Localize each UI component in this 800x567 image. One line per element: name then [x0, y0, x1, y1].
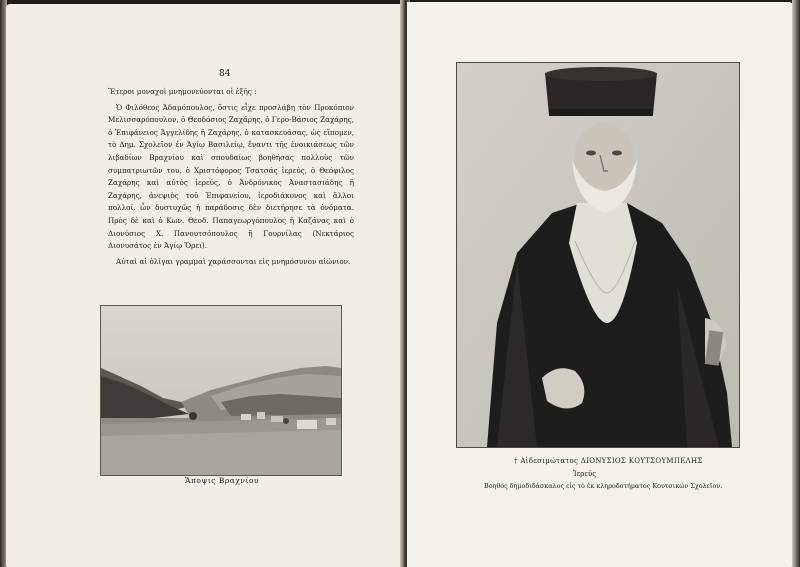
paragraph-monks: Ὁ Φιλόθεος Ἀδαμόπουλος, ὅστις εἶχε προσλάβη τὸν Προκόπιον Μελισσαρόπουλον, ὁ Θεοδόσιος Ζαχάρης, ὁ Γερο-Βάσιος Ζαχάρης, ὁ Ἐπιφάνειος Ἀγγελίδης ἢ Ζαχάρης, ὁ κατασκευάσας, ὡς εἴπομεν, τὸ Δημ. Σχολεῖον ἐν Ἁγίῳ Βασιλείῳ, ἔναντι τῆς ἐνοικιάσεως τῶν λιβαδίων Βραχνίου καὶ σπουδαίως βοηθήσας πολλοὺς τῶν συμπατριωτῶν του, ὁ Χριστόφορος Τσατσάς ἱερεύς, ὁ Θεόφιλος Ζαχάρης καὶ αὐτὸς ἱερεύς, ὁ Ἀνδρόνικος Ἀναστασιάδης ἢ Ζαχάρης, ἀνεψιὸς τοῦ Ἐπιφανείου, ἱεροδιάκονος καὶ ἄλλοι πολλοί, ὧν δυστυχῶς ἡ παράδοσις δὲν διετήρησε τὰ ὀνόματα. Πρὸς δὲ καὶ ὁ Κων. Θεοδ. Παπαγεωργόπουλος ἢ Καζάνας καὶ ὁ Διονύσιος Χ. Πανουτσόπουλος ἢ Γουρνίλας (Νεκτάριος Διονυσάτος ἐν Ἁγίῳ Ὄρει). — [108, 102, 354, 251]
priest-portrait-photo — [456, 62, 740, 448]
page-number: 84 — [219, 69, 231, 79]
landscape-photo — [100, 305, 342, 476]
paragraph-closing: Αὐταὶ αἱ ὀλίγαι γραμμαὶ χαράσσονται εἰς μνημόσυνον αἰώνιον. — [116, 256, 351, 266]
landscape-caption: Ἄποψις Βραχνίου — [185, 476, 259, 485]
portrait-caption-name: † Αἰδεσιμώτατος ΔΙΟΝΥΣΙΟΣ ΚΟΥΤΣΟΥΜΠΕΛΗΣ — [514, 457, 703, 465]
portrait-caption-description: Βοηθὸς δημοδιδάσκαλος εἰς τὸ ἐκ κληροδοτήματος Κουτσικών Σχολεῖον. — [484, 482, 723, 490]
portrait-caption-title: Ἱερεύς — [573, 470, 597, 478]
book-edge-right — [792, 0, 800, 567]
paragraph-intro: Ἕτεροι μοναχοὶ μνημονεύονται οἱ ἑξῆς : — [108, 87, 257, 96]
body-text — [108, 86, 354, 271]
